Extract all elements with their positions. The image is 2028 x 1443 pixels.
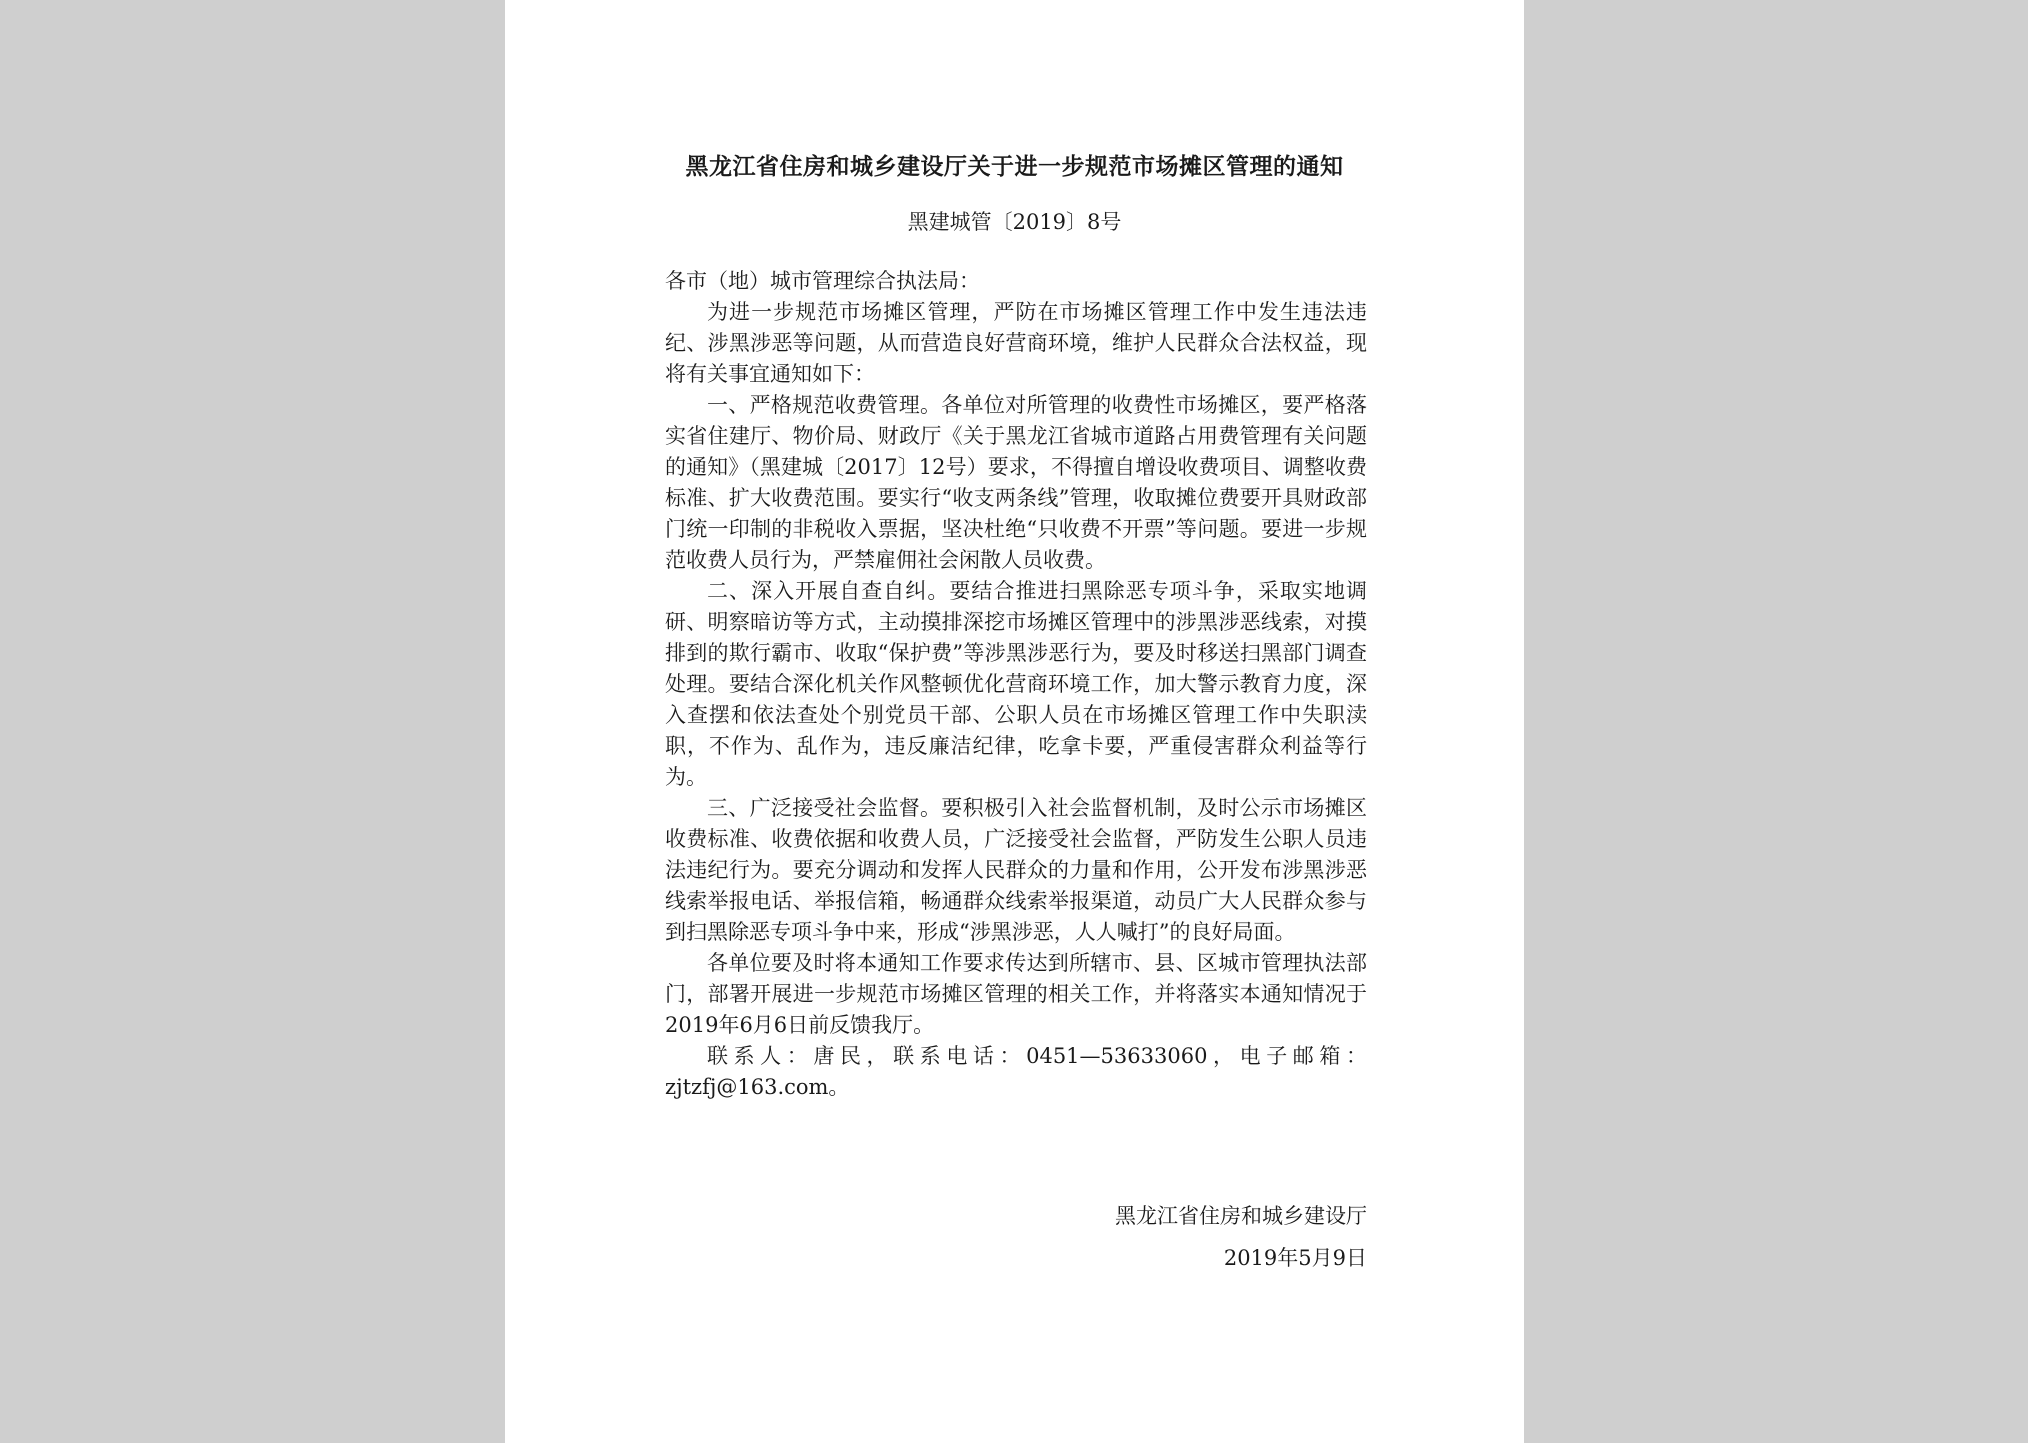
paragraph-section-3: 三、广泛接受社会监督。要积极引入社会监督机制，及时公示市场摊区收费标准、收费依据和收费人员，广泛接受社会监督，严防发生公职人员违法违纪行为。要充分调动和发挥人民群众的力量和作用，公开发布涉黑涉恶线索举报电话、举报信箱，畅通群众线索举报渠道，动员广大人民群众参与到扫黑除恶专项斗争中来，形成“涉黑涉恶，人人喊打”的良好局面。 [665,796,1367,944]
paragraph-intro: 为进一步规范市场摊区管理，严防在市场摊区管理工作中发生违法违纪、涉黑涉恶等问题，从而营造良好营商环境，维护人民群众合法权益，现将有关事宜通知如下： [665,300,1367,386]
document-page [505,0,1524,1443]
document-title: 黑龙江省住房和城乡建设厅关于进一步规范市场摊区管理的通知 [685,153,1344,180]
signature-organization: 黑龙江省住房和城乡建设厅 [1115,1204,1367,1228]
addressee: 各市（地）城市管理综合执法局： [665,269,980,293]
document-number: 黑建城管〔2019〕8号 [907,210,1122,234]
paragraph-closing: 各单位要及时将本通知工作要求传达到所辖市、县、区城市管理执法部门，部署开展进一步规范市场摊区管理的相关工作，并将落实本通知情况于2019年6月6日前反馈我厅。 [665,951,1367,1037]
document-body [665,266,1367,1103]
signature-date: 2019年5月9日 [1223,1246,1367,1270]
paragraph-contact: 联系人：唐民，联系电话：0451—53633060，电子邮箱：zjtzfj@163.com。 [665,1044,1367,1099]
paragraph-section-1: 一、严格规范收费管理。各单位对所管理的收费性市场摊区，要严格落实省住建厅、物价局、财政厅《关于黑龙江省城市道路占用费管理有关问题的通知》（黑建城〔2017〕12号）要求，不得擅自增设收费项目、调整收费标准、扩大收费范围。要实行“收支两条线”管理，收取摊位费要开具财政部门统一印制的非税收入票据，坚决杜绝“只收费不开票”等问题。要进一步规范收费人员行为，严禁雇佣社会闲散人员收费。 [665,393,1367,572]
paragraph-section-2: 二、深入开展自查自纠。要结合推进扫黑除恶专项斗争，采取实地调研、明察暗访等方式，主动摸排深挖市场摊区管理中的涉黑涉恶线索，对摸排到的欺行霸市、收取“保护费”等涉黑涉恶行为，要及时移送扫黑部门调查处理。要结合深化机关作风整顿优化营商环境工作，加大警示教育力度，深入查摆和依法查处个别党员干部、公职人员在市场摊区管理工作中失职渎职，不作为、乱作为，违反廉洁纪律，吃拿卡要，严重侵害群众利益等行为。 [665,579,1367,789]
